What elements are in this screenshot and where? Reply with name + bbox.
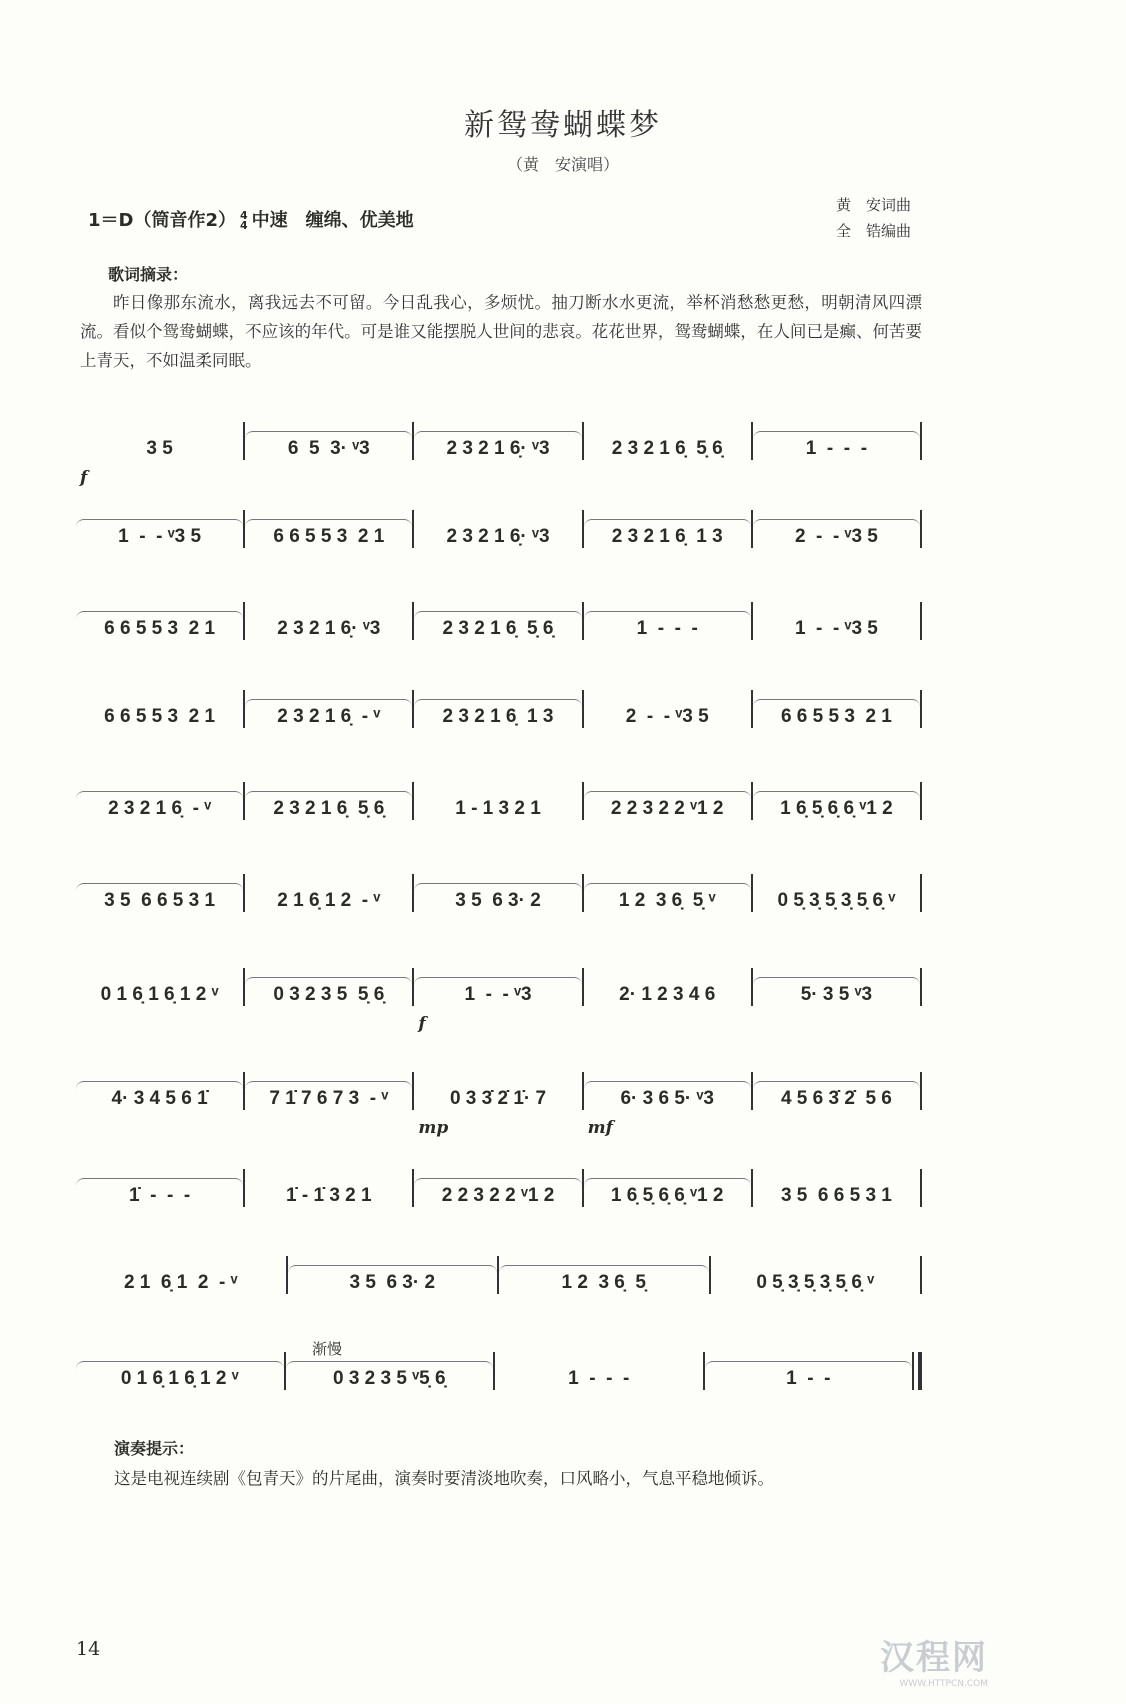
final-bar-line	[918, 1352, 922, 1390]
performer-subtitle: （黄 安演唱）	[506, 155, 619, 174]
measure: 0 3 2 3 5 5̣ 6̣	[245, 977, 412, 1006]
key-text: 1＝D（筒音作2）	[88, 210, 236, 231]
measure: 2 1 6̣ 1 2 - ᵛ	[123, 1272, 238, 1293]
measure: 6 6 5 5 3 2 1	[753, 699, 920, 728]
measure: 3 5 6 3· 2	[414, 883, 581, 912]
measure: 1 - - ᵛ3 5	[76, 519, 243, 548]
measure: 2 3 2 1 6̣ 5̣ 6̣	[611, 438, 723, 459]
measure: 0 3 2 3 5 ᵛ5̣ 6̣	[286, 1361, 494, 1390]
bar-line	[912, 1352, 914, 1390]
bar-line	[920, 1256, 922, 1294]
score-line	[76, 600, 922, 640]
credit-lyrics-music: 黄 安词曲	[836, 196, 912, 214]
measure: 6 6 5 5 3 2 1	[76, 611, 243, 640]
measure: 1 2 3 6̣ 5̣ ᵛ	[584, 883, 751, 912]
measure: 1 2 3 6̣ 5̣	[499, 1265, 709, 1294]
bar-line	[920, 602, 922, 640]
measure: 0 1 6̣ 1 6̣ 1 2 ᵛ	[76, 1361, 284, 1390]
bar-line	[920, 782, 922, 820]
dynamic-marking: mf	[587, 1118, 613, 1138]
watermark-logo	[880, 1630, 988, 1689]
measure: 2 - - ᵛ3 5	[753, 519, 920, 548]
score-line	[76, 1254, 922, 1294]
bar-line	[920, 1072, 922, 1110]
lyrics-heading: 歌词摘录：	[108, 265, 189, 284]
measure: 2 3 2 1 6̣ - ᵛ	[245, 699, 412, 728]
measure: 1 6̣ 5̣ 6̣ 6̣ ᵛ1 2	[753, 791, 920, 820]
measure: 1 - - ᵛ3 5	[794, 618, 878, 639]
measure: 1 - -	[705, 1361, 913, 1390]
measure: 2 3 2 1 6̣ 1 3	[584, 519, 751, 548]
score-line	[76, 872, 922, 912]
score-line	[76, 1167, 922, 1207]
measure: 2 3 2 1 6̣ - ᵛ	[76, 791, 243, 820]
measure: 6 5 3· ᵛ3	[245, 431, 412, 460]
score-line	[76, 1070, 922, 1138]
score-line	[76, 1350, 922, 1390]
measure: 0 5̣ 3̣ 5̣ 3̣ 5̣ 6̣ ᵛ	[777, 890, 896, 911]
measure: 2 - - ᵛ3 5	[625, 706, 709, 727]
measure: 7 1̇ 7 6 7 3 - ᵛ	[245, 1081, 412, 1110]
key-signature	[88, 206, 414, 232]
measure: 2 3 2 1 6̣· ᵛ3	[414, 431, 581, 460]
tempo-marking: 中速 缠绵、优美地	[251, 210, 414, 231]
dynamic-marking: f	[80, 468, 88, 488]
measure: 2 3 2 1 6̣· ᵛ3	[446, 526, 550, 547]
measure: 2 3 2 1 6̣ 1 3	[414, 699, 581, 728]
measure: 1 - - -	[584, 611, 751, 640]
measure: 4 5 6 3̇ 2̇ 5 6	[753, 1081, 920, 1110]
measure: 6 6 5 5 3 2 1	[245, 519, 412, 548]
measure: 2 2 3 2 2 ᵛ1 2	[414, 1178, 581, 1207]
measure: 2 1 6̣ 1 2 - ᵛ	[277, 890, 381, 911]
measure: 0 5̣ 3̣ 5̣ 3̣ 5̣ 6̣ ᵛ	[756, 1272, 875, 1293]
bar-line	[920, 968, 922, 1006]
dynamic-marking: mp	[418, 1118, 449, 1138]
tips-heading: 演奏提示：	[114, 1439, 195, 1458]
page-number: 14	[76, 1638, 101, 1660]
score-line	[76, 780, 922, 820]
measure: 1 - 1 3 2 1	[455, 798, 541, 819]
measure: 3 5 f	[80, 438, 173, 488]
score-line	[76, 688, 922, 728]
bar-line	[920, 510, 922, 548]
measure: 2 3 2 1 6̣ 5̣ 6̣	[245, 791, 412, 820]
measure: 0 3 3̇ 2̇ 1̇· 7 mp	[418, 1088, 547, 1138]
measure: 6 6 5 5 3 2 1	[104, 706, 216, 727]
measure: 2· 1 2 3 4 6	[619, 984, 716, 1005]
measure: 2 2 3 2 2 ᵛ1 2	[584, 791, 751, 820]
measure: 3 5 6 6 5 3 1	[780, 1185, 892, 1206]
credit-arranger: 全 锆编曲	[836, 222, 912, 240]
time-signature	[240, 211, 248, 231]
measure: 2 3 2 1 6̣ 5̣ 6̣	[414, 611, 581, 640]
score-line	[76, 420, 922, 488]
score-line	[76, 508, 922, 548]
bar-line	[920, 690, 922, 728]
lyrics-text: 昨日像那东流水，离我远去不可留。今日乱我心，多烦忧。抽刀断水水更流，举杯消愁愁更愁，明朝清风四漂流。看似个鸳鸯蝴蝶，不应该的年代。可是谁又能摆脱人世间的悲哀。花花世界，鸳鸯蝴蝶，在人间已是癫、何苦要上青天，不如温柔同眠。	[80, 293, 922, 370]
bar-line	[920, 422, 922, 460]
tempo-change: 渐慢	[312, 1340, 343, 1358]
measure: 3 5 6 6 5 3 1	[76, 883, 243, 912]
tips-text: 这是电视连续剧《包青天》的片尾曲，演奏时要清淡地吹奏，口风略小，气息平稳地倾诉。	[114, 1469, 774, 1488]
watermark-url: WWW.HTTPCN.COM	[899, 1679, 988, 1689]
measure: 1 - - ᵛ3 f	[414, 977, 581, 1006]
measure: 0 1 6̣ 1 6̣ 1 2 ᵛ	[100, 984, 219, 1005]
measure: 3 5 6 3· 2	[288, 1265, 498, 1294]
measure: 1̇ - 1̇ 3 2 1	[286, 1185, 372, 1206]
bar-line	[920, 874, 922, 912]
measure: 1 6̣ 5̣ 6̣ 6̣ ᵛ1 2	[584, 1178, 751, 1207]
watermark-name: 汉程网	[880, 1638, 988, 1678]
measure: 6· 3 6 5· ᵛ3 mf	[584, 1081, 751, 1110]
measure: 1 - - -	[568, 1368, 630, 1389]
measure: 1̇ - - -	[76, 1178, 243, 1207]
time-bottom: 4	[240, 219, 248, 232]
time-top: 4	[240, 209, 248, 222]
measure: 1 - - -	[753, 431, 920, 460]
score-line	[76, 966, 922, 1034]
dynamic-marking: f	[418, 1014, 426, 1034]
measure: 5· 3 5 ᵛ3	[753, 977, 920, 1006]
measure: 4· 3 4 5 6 1̇	[76, 1081, 243, 1110]
bar-line	[920, 1169, 922, 1207]
measure: 2 3 2 1 6̣· ᵛ3	[277, 618, 381, 639]
song-title: 新鸳鸯蝴蝶梦	[464, 108, 662, 143]
